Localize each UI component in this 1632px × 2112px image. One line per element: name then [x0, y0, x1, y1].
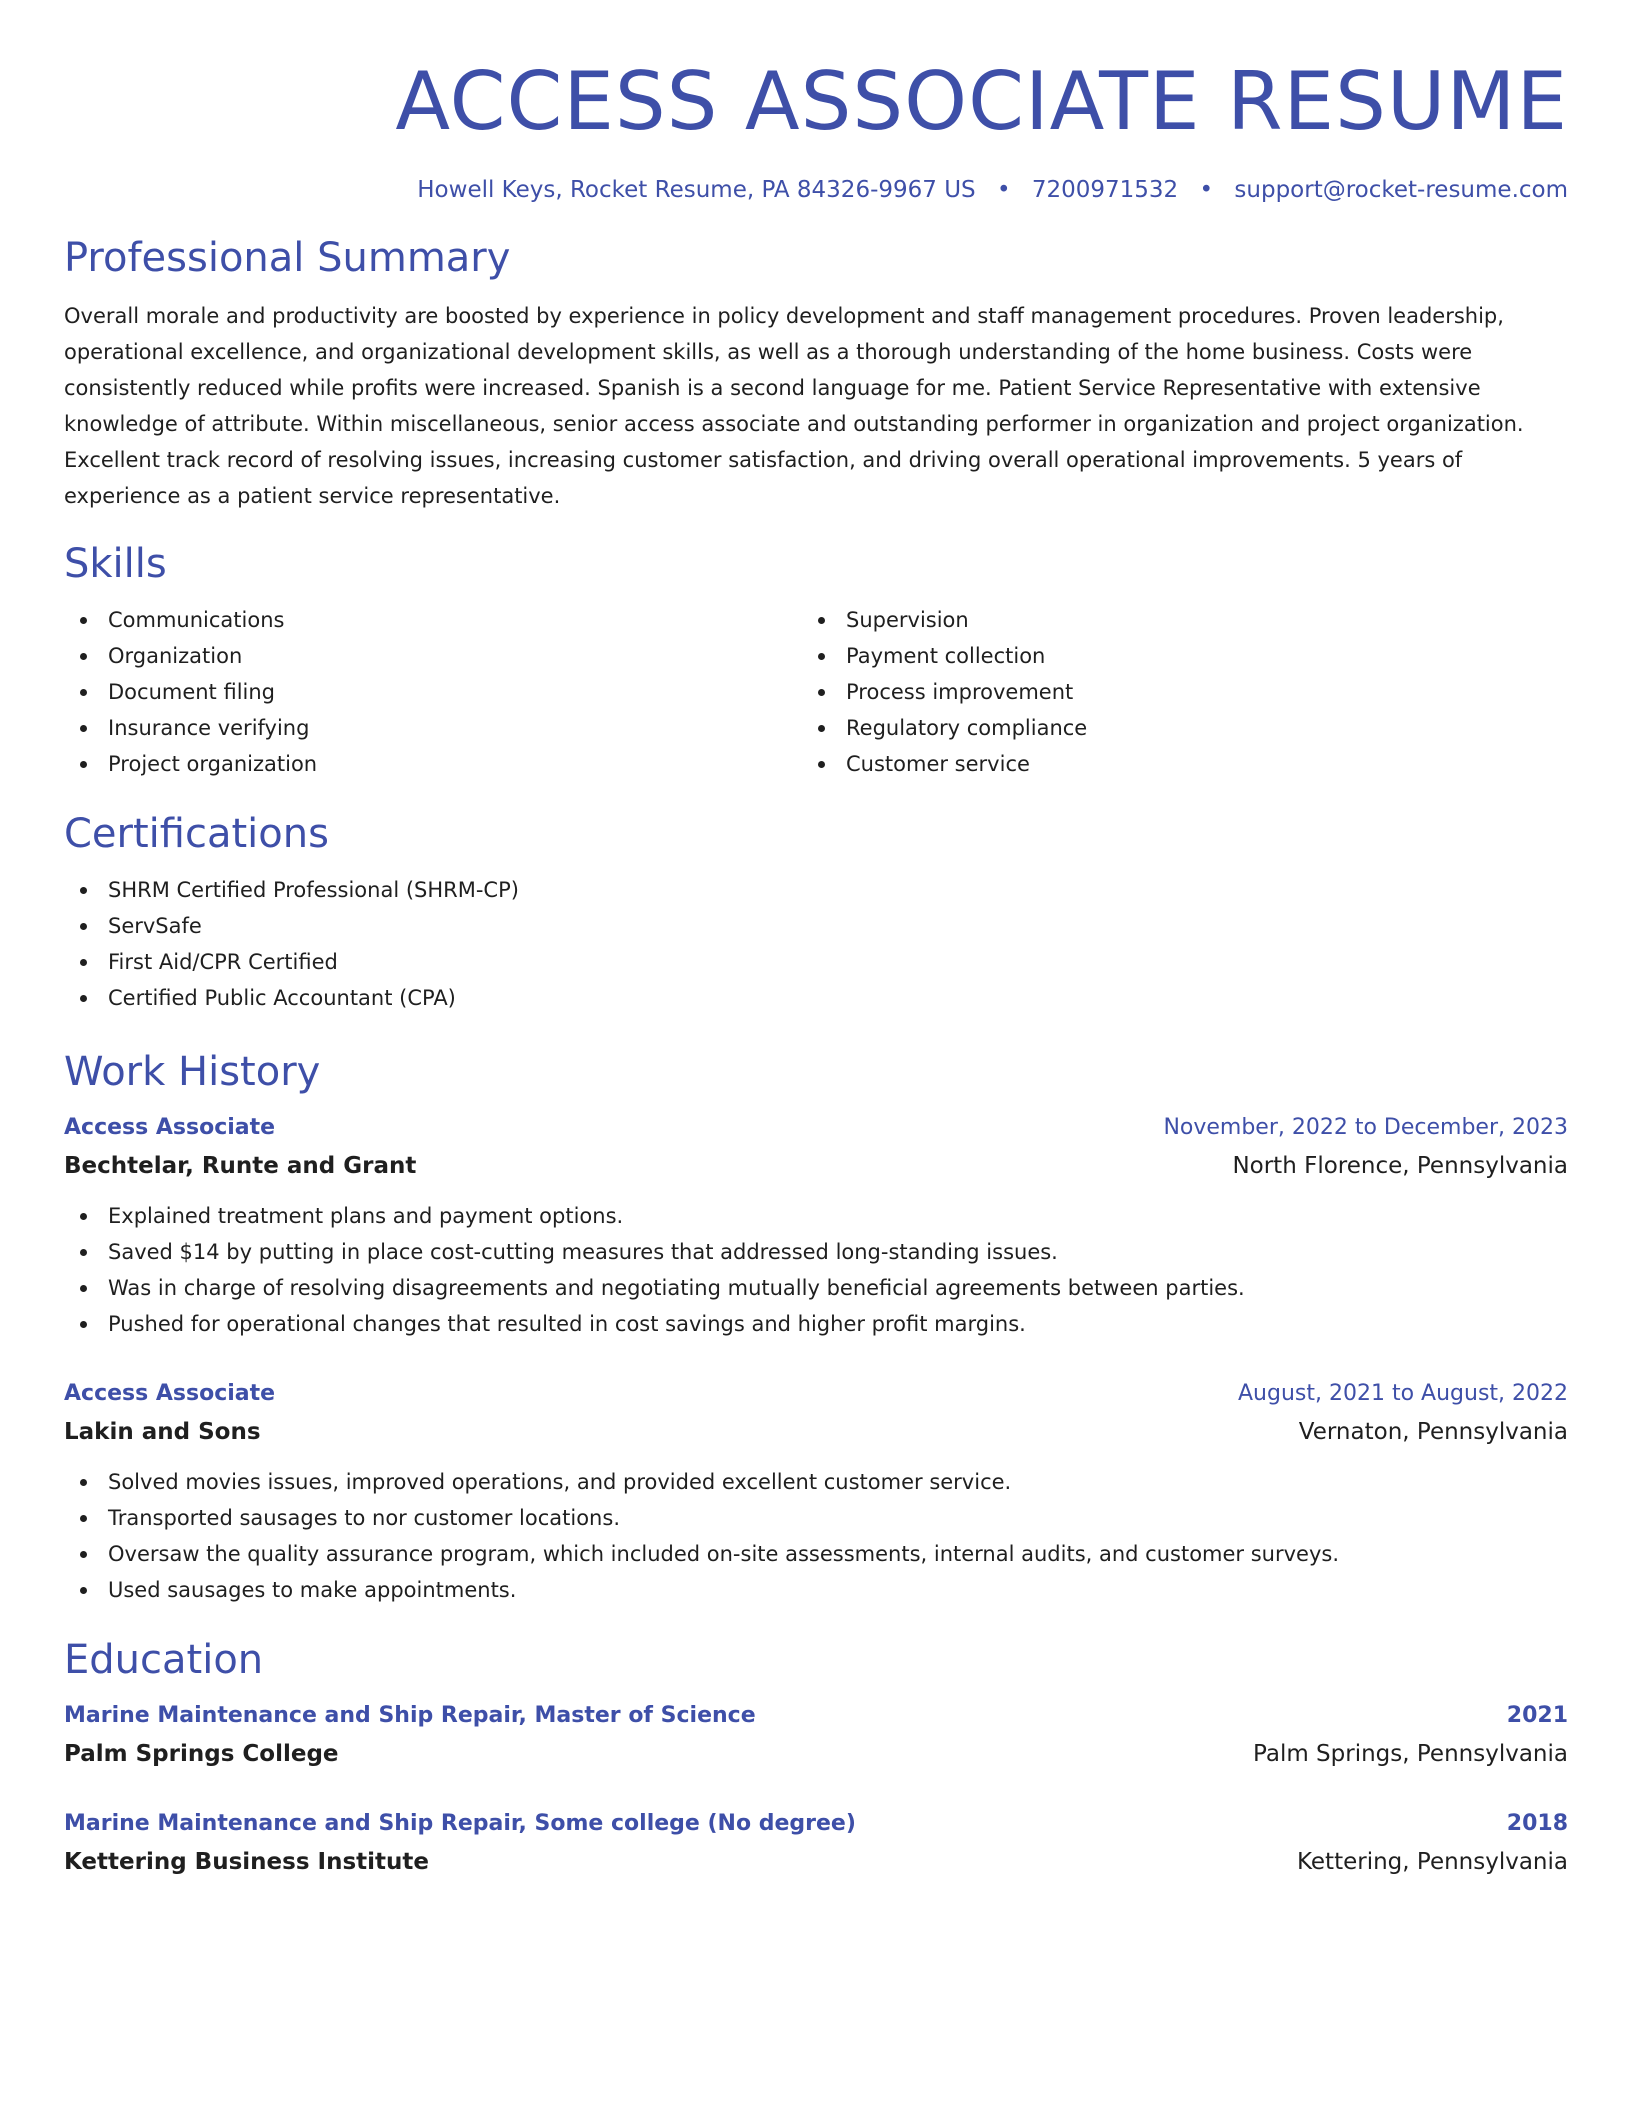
job-bullets	[64, 1464, 1568, 1608]
job-entry	[64, 1110, 1568, 1342]
skill-item: Document filing	[64, 674, 802, 710]
summary-text: Overall morale and productivity are boosted by experience in policy development and staff management procedures. Proven leadership, operational excellence, and organizational development skills, as well as a thorough understanding of the home business. Costs were consistently reduced while profits were increased. Spanish is a second language for me. Patient Service Representative with extensive knowledge of attribute. Within miscellaneous, senior access associate and outstanding performer in organization and project organization. Excellent track record of resolving issues, increasing customer satisfaction, and driving overall operational improvements. 5 years of experience as a patient service representative.	[64, 304, 1524, 508]
education-location: Kettering, Pennsylvania	[1296, 1849, 1568, 1875]
education-school-row	[64, 1734, 1568, 1774]
job-header-row	[64, 1110, 1568, 1146]
job-employer-row	[64, 1412, 1568, 1452]
job-bullet: Solved movies issues, improved operations, and provided excellent customer service.	[64, 1464, 1568, 1500]
certification-item: SHRM Certified Professional (SHRM-CP)	[64, 872, 1568, 908]
certification-item: First Aid/CPR Certified	[64, 944, 1568, 980]
skills-list-left	[64, 602, 802, 782]
job-bullet: Saved $14 by putting in place cost-cutting measures that addressed long-standing issues.	[64, 1234, 1568, 1270]
job-location: Vernaton, Pennsylvania	[1298, 1419, 1568, 1445]
job-bullet: Transported sausages to nor customer locations.	[64, 1500, 1568, 1536]
summary-section	[64, 232, 1568, 514]
resume-title: ACCESS ASSOCIATE RESUME	[395, 55, 1568, 148]
skill-item: Regulatory compliance	[802, 710, 1540, 746]
skills-columns	[64, 602, 1568, 782]
skill-item: Organization	[64, 638, 802, 674]
education-degree-row	[64, 1806, 1568, 1842]
job-bullets	[64, 1198, 1568, 1342]
education-school-row	[64, 1842, 1568, 1882]
contact-separator: •	[996, 177, 1011, 203]
skills-list-right	[802, 602, 1540, 782]
job-entry	[64, 1376, 1568, 1608]
address: Howell Keys, Rocket Resume, PA 84326-9967 US	[417, 177, 976, 203]
work-history-section	[64, 1046, 1568, 1608]
certifications-section	[64, 808, 1568, 1016]
job-bullet: Pushed for operational changes that resulted in cost savings and higher profit margins.	[64, 1306, 1568, 1342]
education-year: 2018	[1506, 1811, 1568, 1836]
email: support@rocket-resume.com	[1234, 177, 1568, 203]
job-bullet: Used sausages to make appointments.	[64, 1572, 1568, 1608]
skill-item: Customer service	[802, 746, 1540, 782]
education-school: Kettering Business Institute	[64, 1849, 429, 1875]
section-title-certifications: Certifications	[64, 811, 329, 857]
education-entry	[64, 1698, 1568, 1774]
job-title: Access Associate	[64, 1381, 276, 1406]
job-employer: Lakin and Sons	[64, 1419, 261, 1445]
section-title-summary: Professional Summary	[64, 235, 511, 281]
job-location: North Florence, Pennsylvania	[1232, 1153, 1568, 1179]
skills-section	[64, 538, 1568, 782]
education-year: 2021	[1506, 1703, 1568, 1728]
job-bullet: Oversaw the quality assurance program, which included on-site assessments, internal audits, and customer surveys.	[64, 1536, 1568, 1572]
section-title-skills: Skills	[64, 541, 167, 587]
education-degree: Marine Maintenance and Ship Repair, Some college (No degree)	[64, 1811, 856, 1836]
job-employer-row	[64, 1146, 1568, 1186]
certification-item: Certified Public Accountant (CPA)	[64, 980, 1568, 1016]
skill-item: Supervision	[802, 602, 1540, 638]
job-header-row	[64, 1376, 1568, 1412]
education-location: Palm Springs, Pennsylvania	[1253, 1741, 1568, 1767]
contact-line	[64, 174, 1568, 206]
education-school: Palm Springs College	[64, 1741, 339, 1767]
job-dates: August, 2021 to August, 2022	[1238, 1381, 1568, 1406]
section-title-education: Education	[64, 1637, 264, 1683]
contact-separator: •	[1199, 177, 1214, 203]
phone: 7200971532	[1031, 177, 1179, 203]
job-dates: November, 2022 to December, 2023	[1163, 1115, 1568, 1140]
skill-item: Project organization	[64, 746, 802, 782]
education-degree-row	[64, 1698, 1568, 1734]
job-bullet: Was in charge of resolving disagreements and negotiating mutually beneficial agreements between parties.	[64, 1270, 1568, 1306]
education-degree: Marine Maintenance and Ship Repair, Master of Science	[64, 1703, 756, 1728]
resume-header	[64, 52, 1568, 206]
job-title: Access Associate	[64, 1115, 276, 1140]
job-employer: Bechtelar, Runte and Grant	[64, 1153, 417, 1179]
job-bullet: Explained treatment plans and payment options.	[64, 1198, 1568, 1234]
section-title-work-history: Work History	[64, 1049, 321, 1095]
skill-item: Communications	[64, 602, 802, 638]
certifications-list	[64, 872, 1568, 1016]
education-section	[64, 1634, 1568, 1882]
education-entry	[64, 1806, 1568, 1882]
certification-item: ServSafe	[64, 908, 1568, 944]
skill-item: Insurance verifying	[64, 710, 802, 746]
skill-item: Process improvement	[802, 674, 1540, 710]
skill-item: Payment collection	[802, 638, 1540, 674]
